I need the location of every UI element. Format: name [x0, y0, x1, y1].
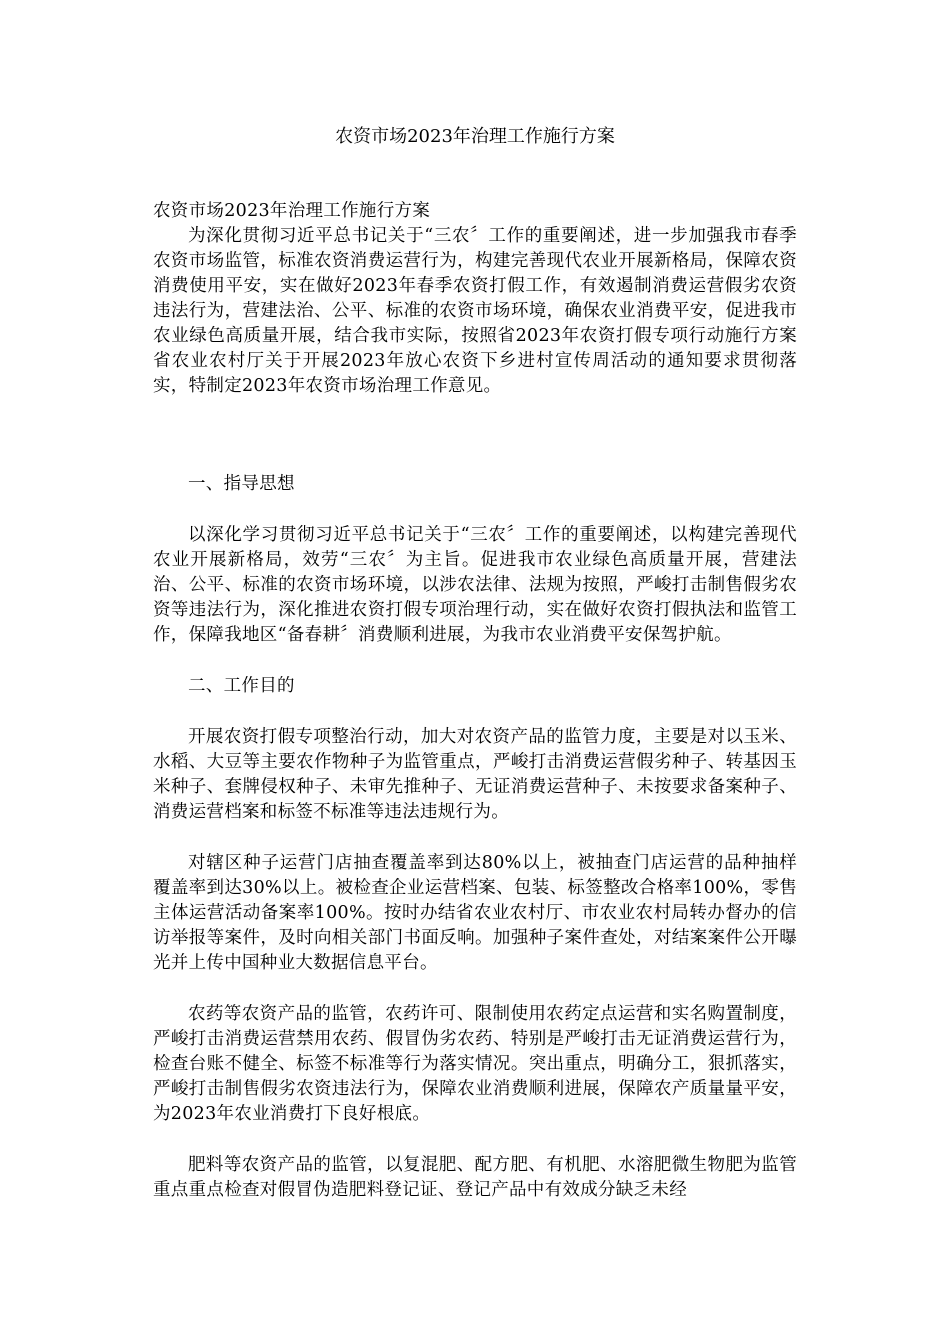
section-heading-work-goals: 二、工作目的	[188, 676, 295, 696]
document-title: 农资市场2023年治理工作施行方案	[335, 126, 615, 147]
document-body	[153, 199, 797, 1203]
section-paragraph: 对辖区种子运营门店抽查覆盖率到达80%以上，被抽查门店运营的品种抽样覆盖率到达30%以上。被检查企业运营档案、包装、标签整改合格率100%，零售主体运营活动备案率100%。按时办结省农业农村厅、市农业农村局转办督办的信访举报等案件，及时向相关部门书面反响。加强种子案件查处，对结案案件公开曝光并上传中国种业大数据信息平台。	[153, 853, 797, 973]
intro-paragraph: 为深化贯彻习近平总书记关于“三农〞工作的重要阐述，进一步加强我市春季农资市场监管，标准农资消费运营行为，构建完善现代农业开展新格局，保障农资消费使用平安，实在做好2023年春季农资打假工作，有效遏制消费运营假劣农资违法行为，营建法治、公平、标准的农资市场环境，确保农业消费平安，促进我市农业绿色高质量开展，结合我市实际，按照省2023年农资打假专项行动施行方案省农业农村厅关于开展2023年放心农资下乡进村宣传周活动的通知要求贯彻落实，特制定2023年农资市场治理工作意见。	[153, 226, 797, 396]
section-paragraph: 农药等农资产品的监管，农药许可、限制使用农药定点运营和实名购置制度，严峻打击消费运营禁用农药、假冒伪劣农药、特别是严峻打击无证消费运营行为，检查台账不健全、标签不标准等行为落实情况。突出重点，明确分工，狠抓落实，严峻打击制售假劣农资违法行为，保障农业消费顺利进展，保障农产质量量平安，为2023年农业消费打下良好根底。	[153, 1004, 797, 1124]
document-subtitle: 农资市场2023年治理工作施行方案	[153, 201, 431, 221]
section-heading-guiding-ideology: 一、指导思想	[188, 474, 295, 494]
section-paragraph: 开展农资打假专项整治行动，加大对农资产品的监管力度，主要是对以玉米、水稻、大豆等主要农作物种子为监管重点，严峻打击消费运营假劣种子、转基因玉米种子、套牌侵权种子、未审先推种子、无证消费运营种子、未按要求备案种子、消费运营档案和标签不标准等违法违规行为。	[153, 727, 797, 822]
section-paragraph: 肥料等农资产品的监管，以复混肥、配方肥、有机肥、水溶肥微生物肥为监管重点重点检查对假冒伪造肥料登记证、登记产品中有效成分缺乏未经	[153, 1155, 797, 1200]
section-paragraph: 以深化学习贯彻习近平总书记关于“三农〞工作的重要阐述，以构建完善现代农业开展新格局，效劳“三农〞为主旨。促进我市农业绿色高质量开展，营建法治、公平、标准的农资市场环境，以涉农法律、法规为按照，严峻打击制售假劣农资等违法行为，深化推进农资打假专项治理行动，实在做好农资打假执法和监管工作，保障我地区“备春耕〞消费顺利进展，为我市农业消费平安保驾护航。	[153, 525, 797, 645]
